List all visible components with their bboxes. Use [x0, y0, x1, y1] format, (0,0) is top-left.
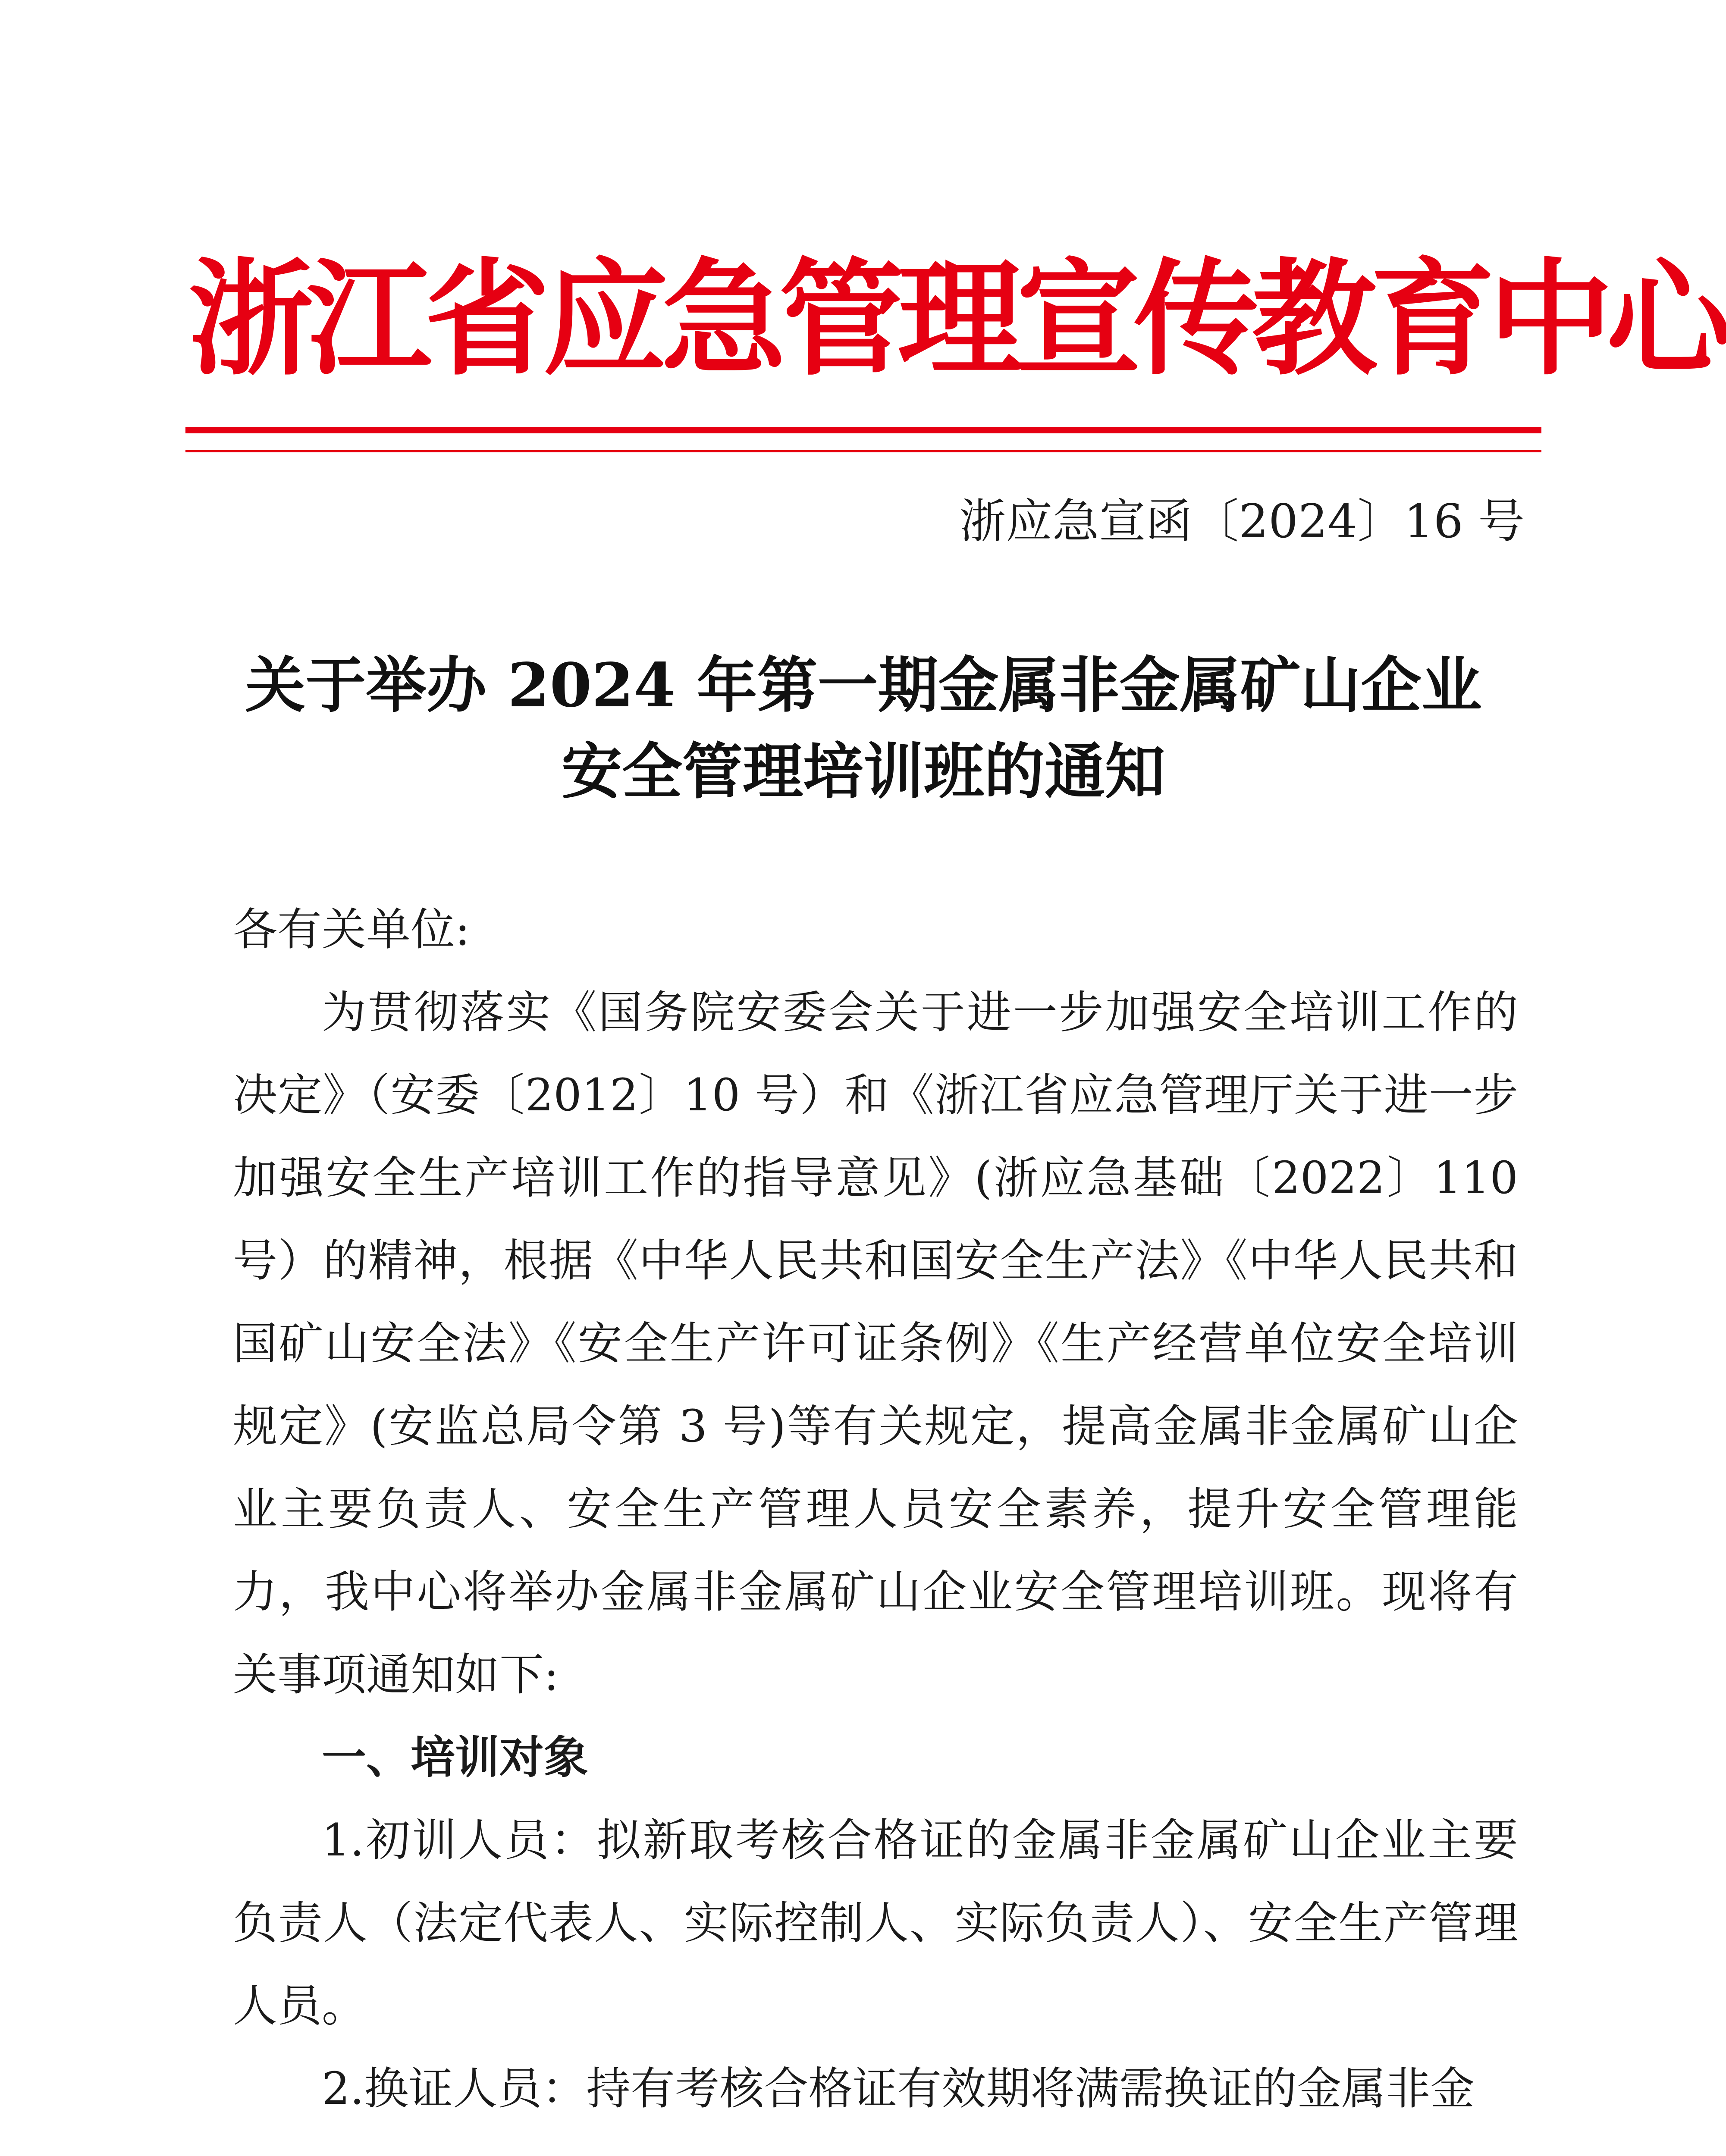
- document-number: 浙应急宣函〔2024〕16 号: [959, 495, 1525, 548]
- title-line-1: 关于举办 2024 年第一期金属非金属矿山企业: [245, 650, 1482, 721]
- salutation: 各有关单位:: [233, 904, 470, 956]
- intro-paragraph: 为贯彻落实《国务院安委会关于进一步加强安全培训工作的决定》（安委〔2012〕10 号）和《浙江省应急管理厅关于进一步加强安全生产培训工作的指导意见》(浙应急基础〔2022〕110号）的精神，根据《中华人民共和国安全生产法》《中华人民共和国矿山安全法》《安全生产许可证条例》《生产经营单位安全培训规定》(安监总局令第 3 号)等有关规定，提高金属非金属矿山企业主要负责人、安全生产管理人员安全素养，提升安全管理能力，我中心将举办金属非金属矿山企业安全管理培训班。现将有关事项通知如下:: [233, 987, 1518, 1701]
- item-renewal-trainees: 2.换证人员：持有考核合格证有效期将满需换证的金属非金: [322, 2063, 1475, 2115]
- organization-masthead: 浙江省应急管理宣传教育中心: [188, 246, 1725, 392]
- document-body: [233, 888, 1518, 2130]
- masthead-rule-thin: [185, 450, 1541, 452]
- item-initial-trainees: 1.初训人员：拟新取考核合格证的金属非金属矿山企业主要负责人（法定代表人、实际控制人、实际负责人）、安全生产管理人员。: [233, 1814, 1518, 2032]
- document-title: [185, 642, 1541, 815]
- masthead-rule-thick: [185, 427, 1541, 433]
- section-heading-training-targets: 一、培训对象: [322, 1732, 588, 1783]
- title-line-2: 安全管理培训班的通知: [561, 736, 1165, 807]
